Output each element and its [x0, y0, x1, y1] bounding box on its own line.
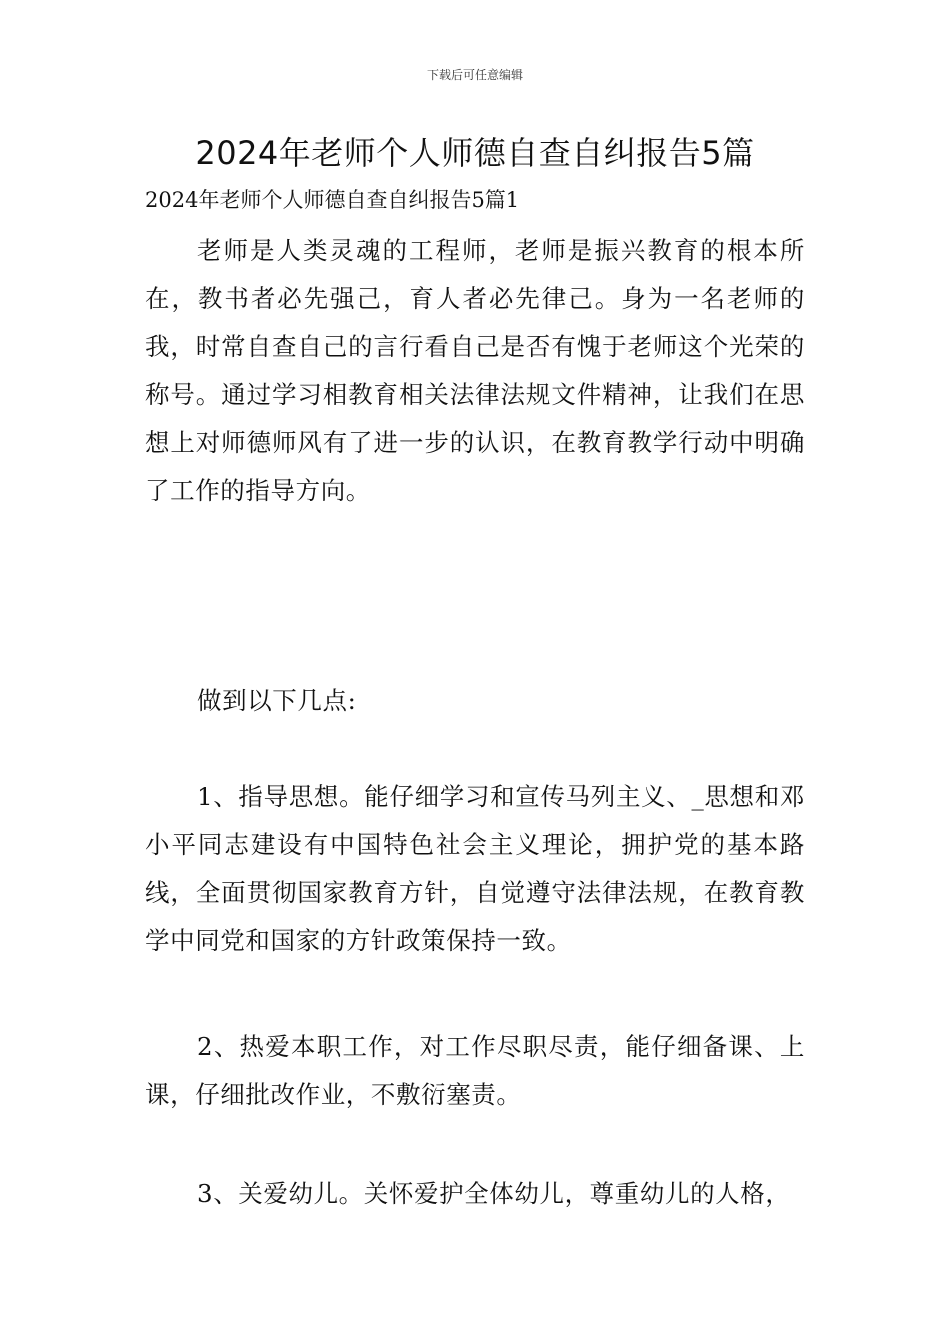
- document-title: 2024年老师个人师德自查自纠报告5篇: [195, 134, 755, 172]
- list-item-3: 3、关爱幼儿。关怀爱护全体幼儿，尊重幼儿的人格，: [197, 1179, 791, 1208]
- intro-paragraph: 老师是人类灵魂的工程师，老师是振兴教育的根本所在，教书者必先强己，育人者必先律己。身为一名老师的我，时常自查自己的言行看自己是否有愧于老师这个光荣的称号。通过学习相教育相关法律法规文件精神，让我们在思想上对师德师风有了进一步的认识，在教育教学行动中明确了工作的指导方向。: [145, 236, 805, 505]
- section-subtitle: 2024年老师个人师德自查自纠报告5篇1: [145, 188, 520, 212]
- list-item-1: 1、指导思想。能仔细学习和宣传马列主义、_思想和邓小平同志建设有中国特色社会主义理论，拥护党的基本路线，全面贯彻国家教育方针，自觉遵守法律法规，在教育教学中同党和国家的方针政策保持一致。: [145, 782, 805, 955]
- header-note: 下载后可任意编辑: [426, 68, 523, 82]
- list-heading-paragraph: 做到以下几点:: [197, 686, 357, 715]
- list-item-2: 2、热爱本职工作，对工作尽职尽责，能仔细备课、上课，仔细批改作业，不敷衍塞责。: [145, 1032, 805, 1109]
